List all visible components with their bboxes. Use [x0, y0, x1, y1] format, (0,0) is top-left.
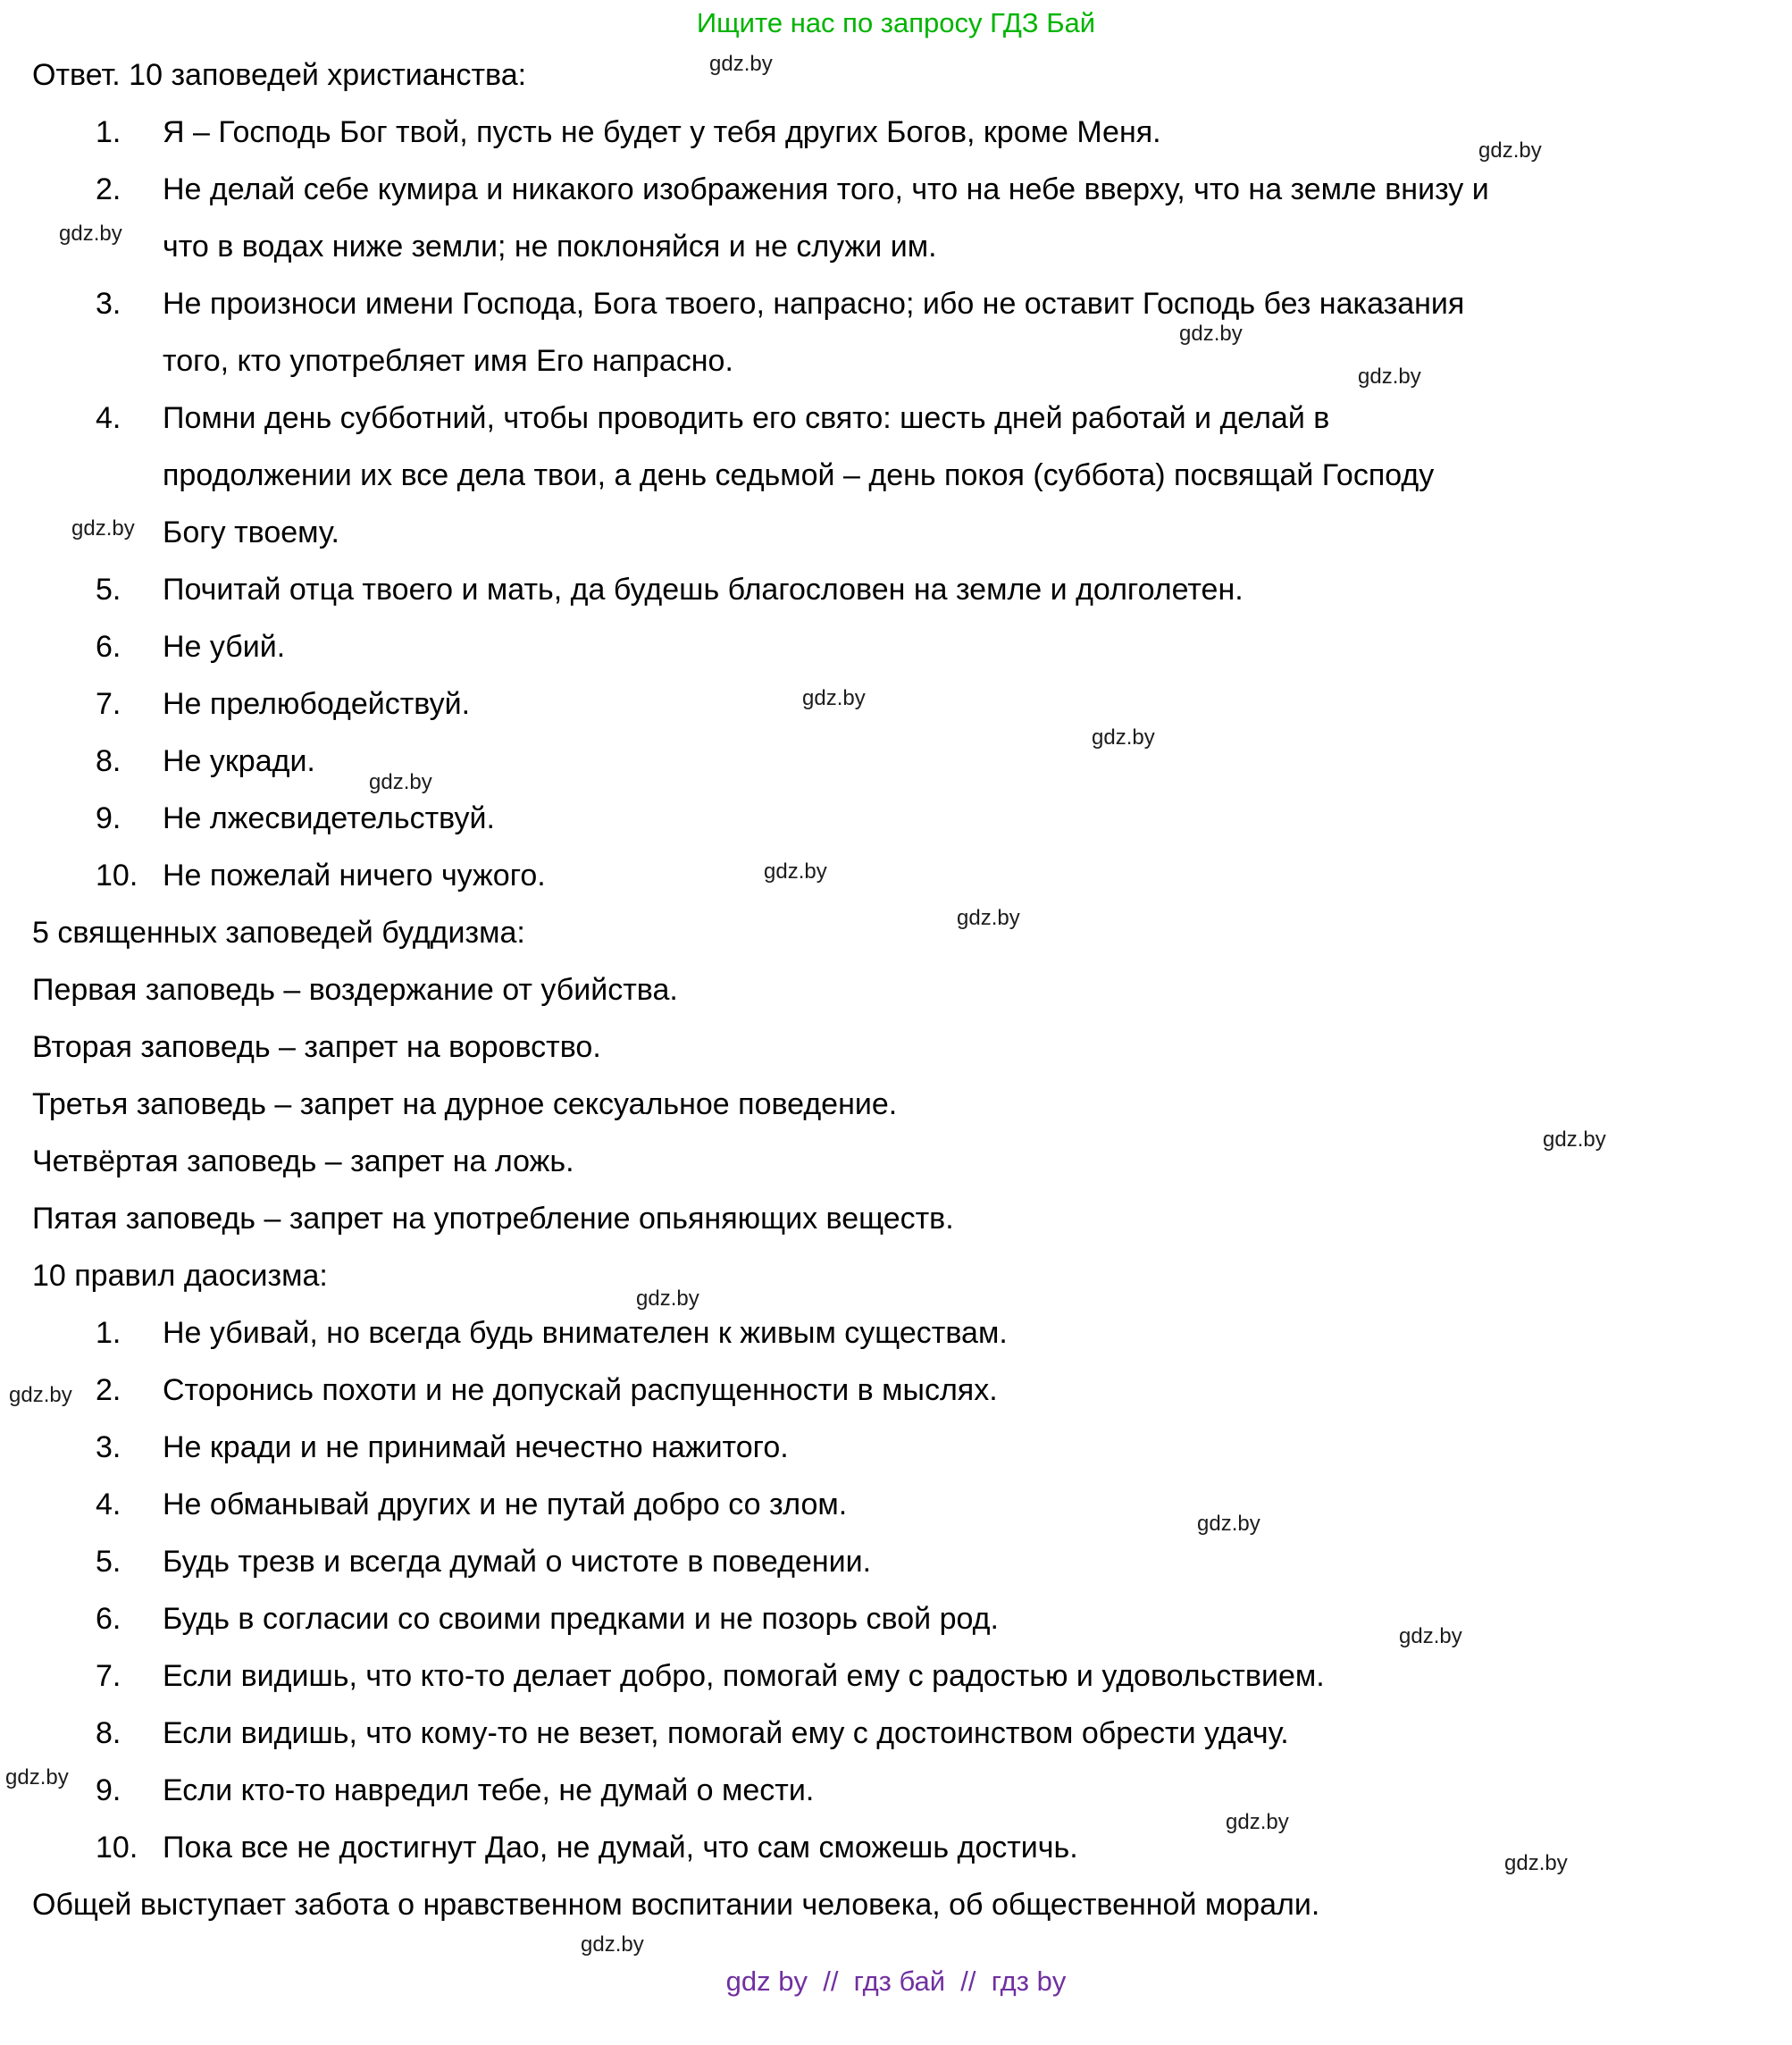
watermark: gdz.by	[957, 906, 1020, 930]
list-item	[32, 618, 1497, 675]
list-item-text: Я – Господь Бог твой, пусть не будет у тебя других Богов, кроме Меня.	[163, 115, 1161, 149]
list-item-text: Не прелюбодействуй.	[163, 687, 471, 721]
list-item-text: Если кто-то навредил тебе, не думай о мести.	[163, 1773, 815, 1807]
list-item	[32, 847, 1497, 904]
watermark: gdz.by	[1399, 1624, 1462, 1648]
watermark: gdz.by	[802, 686, 866, 710]
precept-text: Первая заповедь – воздержание от убийства.	[32, 973, 678, 1007]
list-item	[32, 675, 1497, 733]
list-item	[32, 1762, 1497, 1819]
answer-heading: Ответ. 10 заповедей христианства:	[32, 58, 527, 92]
watermark: gdz.by	[1179, 322, 1243, 346]
taoism-heading: 10 правил даосизма:	[32, 1259, 328, 1293]
list-item	[32, 790, 1497, 847]
list-item-text: Будь в согласии со своими предками и не позорь свой род.	[163, 1602, 999, 1636]
watermark: gdz.by	[59, 222, 122, 246]
list-item-text: Не убий.	[163, 630, 286, 664]
christian-commandments-list	[32, 104, 1497, 904]
list-item	[32, 733, 1497, 790]
list-item	[32, 275, 1497, 390]
watermark: gdz.by	[1226, 1810, 1289, 1834]
list-item-text: Пока все не достигнут Дао, не думай, что сам сможешь достичь.	[163, 1831, 1078, 1865]
list-item-text: Не делай себе кумира и никакого изображения того, что на небе вверху, что на земле внизу и что в водах ниже земли; не поклоняйся и не служи им.	[163, 172, 1489, 264]
list-item-text: Не пожелай ничего чужого.	[163, 859, 546, 893]
watermark: gdz.by	[9, 1383, 72, 1407]
taoism-rules-list	[32, 1304, 1497, 1876]
list-item	[32, 390, 1497, 561]
list-item	[32, 561, 1497, 618]
list-item-text: Не укради.	[163, 744, 315, 778]
watermark: gdz.by	[709, 52, 773, 76]
watermark: gdz.by	[1197, 1512, 1260, 1536]
list-item-text: Не произноси имени Господа, Бога твоего, напрасно; ибо не оставит Господь без наказания того, кто употребляет имя Его напрасно.	[163, 287, 1465, 378]
watermark: gdz.by	[369, 770, 432, 794]
precept-text: Вторая заповедь – запрет на воровство.	[32, 1030, 601, 1064]
list-item	[32, 1304, 1497, 1362]
list-item-text: Не кради и не принимай нечестно нажитого.	[163, 1430, 789, 1464]
list-item-text: Если видишь, что кто-то делает добро, помогай ему с радостью и удовольствием.	[163, 1659, 1325, 1693]
precept-line	[32, 1190, 1497, 1247]
precept-line	[32, 1076, 1497, 1133]
precept-line	[32, 1133, 1497, 1190]
precept-text: Четвёртая заповедь – запрет на ложь.	[32, 1144, 574, 1178]
list-item	[32, 104, 1497, 161]
buddhism-heading: 5 священных заповедей буддизма:	[32, 916, 525, 950]
watermark: gdz.by	[5, 1765, 69, 1789]
list-item-text: Сторонись похоти и не допускай распущенности в мыслях.	[163, 1373, 998, 1407]
list-item	[32, 1476, 1497, 1533]
footer-links: gdz by // гдз бай // гдз by	[725, 1965, 1067, 1997]
precept-line	[32, 1018, 1497, 1076]
list-item-text: Не убивай, но всегда будь внимателен к живым существам.	[163, 1316, 1008, 1350]
conclusion: Общей выступает забота о нравственном воспитании человека, об общественной морали.	[32, 1888, 1320, 1922]
watermark: gdz.by	[636, 1287, 699, 1311]
list-item	[32, 1647, 1497, 1705]
watermark: gdz.by	[1543, 1127, 1606, 1152]
watermark: gdz.by	[764, 859, 827, 884]
list-item-text: Почитай отца твоего и мать, да будешь благословен на земле и долголетен.	[163, 573, 1244, 607]
watermark: gdz.by	[71, 516, 135, 541]
list-item	[32, 1705, 1497, 1762]
list-item	[32, 1362, 1497, 1419]
list-item-text: Если видишь, что кому-то не везет, помогай ему с достоинством обрести удачу.	[163, 1716, 1289, 1750]
precept-line	[32, 961, 1497, 1018]
list-item	[32, 1819, 1497, 1876]
watermark: gdz.by	[581, 1932, 644, 1957]
precept-text: Пятая заповедь – запрет на употребление опьяняющих веществ.	[32, 1202, 954, 1236]
document-content	[0, 43, 1792, 1933]
precept-text: Третья заповедь – запрет на дурное сексуальное поведение.	[32, 1087, 898, 1121]
list-item-text: Помни день субботний, чтобы проводить его свято: шесть дней работай и делай в продолжении их все дела твои, а день седьмой – день покоя (суббота) посвящай Господу Богу твоему.	[163, 401, 1435, 549]
promo-banner: Ищите нас по запросу ГДЗ Бай	[696, 7, 1096, 38]
list-item	[32, 161, 1497, 275]
watermark: gdz.by	[1358, 365, 1421, 389]
list-item	[32, 1533, 1497, 1590]
list-item	[32, 1419, 1497, 1476]
watermark: gdz.by	[1504, 1851, 1568, 1875]
buddhism-precepts	[32, 961, 1497, 1247]
list-item-text: Не лжесвидетельствуй.	[163, 801, 495, 835]
list-item	[32, 1590, 1497, 1647]
list-item-text: Будь трезв и всегда думай о чистоте в поведении.	[163, 1545, 872, 1579]
watermark: gdz.by	[1092, 725, 1155, 750]
watermark: gdz.by	[1478, 138, 1542, 163]
list-item-text: Не обманывай других и не путай добро со злом.	[163, 1488, 848, 1521]
